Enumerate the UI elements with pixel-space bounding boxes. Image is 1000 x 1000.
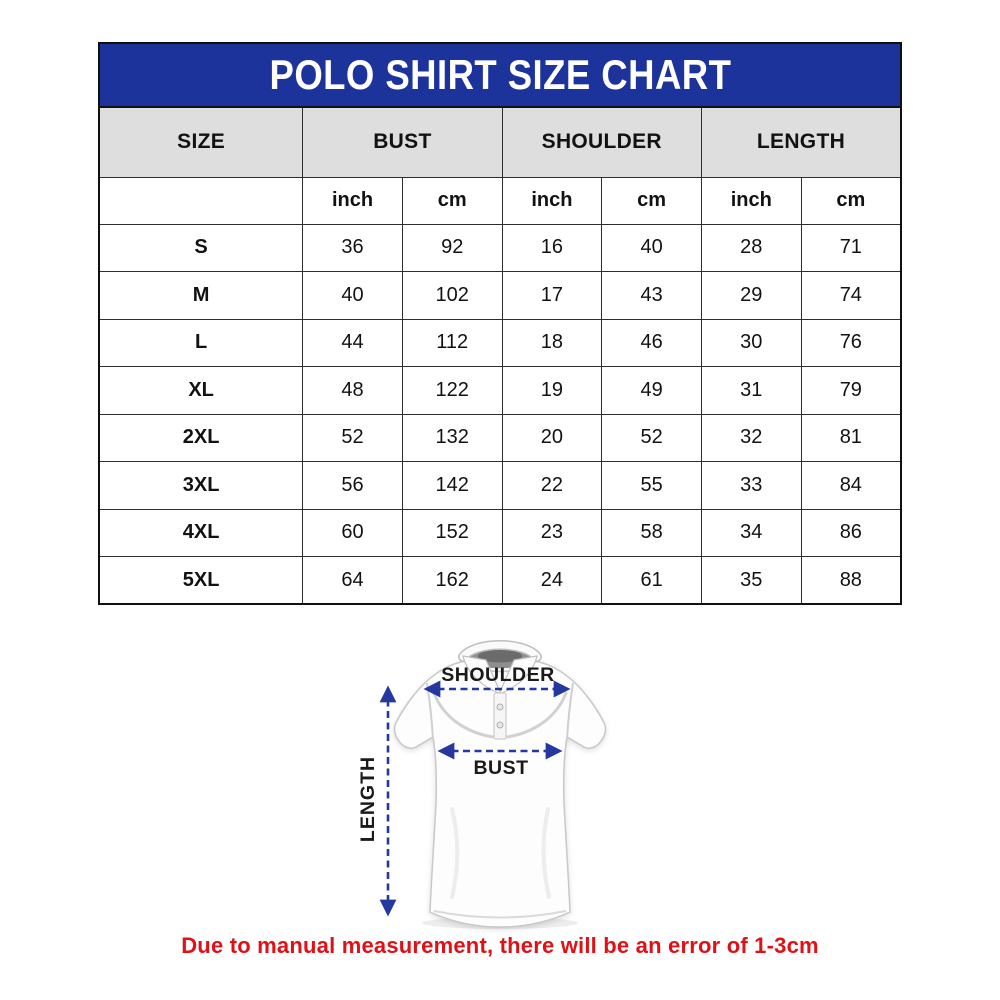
chart-title (98, 42, 902, 108)
value-cell: 32 (701, 414, 801, 462)
unit-cell: inch (502, 177, 602, 224)
value-cell: 79 (801, 367, 901, 415)
unit-cell: inch (701, 177, 801, 224)
value-cell: 74 (801, 272, 901, 320)
value-cell: 28 (701, 224, 801, 272)
unit-cell: cm (402, 177, 502, 224)
value-cell: 34 (701, 509, 801, 557)
value-cell: 112 (402, 319, 502, 367)
table-row (99, 509, 901, 557)
column-group-header-row (99, 107, 901, 177)
value-cell: 40 (303, 272, 403, 320)
column-header-bust: BUST (303, 107, 502, 177)
unit-cell: cm (801, 177, 901, 224)
value-cell: 56 (303, 462, 403, 510)
value-cell: 58 (602, 509, 702, 557)
value-cell: 132 (402, 414, 502, 462)
value-cell: 46 (602, 319, 702, 367)
size-cell: 4XL (99, 509, 303, 557)
size-cell: XL (99, 367, 303, 415)
table-row (99, 462, 901, 510)
value-cell: 92 (402, 224, 502, 272)
value-cell: 40 (602, 224, 702, 272)
size-chart (98, 42, 902, 605)
value-cell: 29 (701, 272, 801, 320)
value-cell: 24 (502, 557, 602, 605)
value-cell: 84 (801, 462, 901, 510)
column-header-shoulder: SHOULDER (502, 107, 701, 177)
value-cell: 64 (303, 557, 403, 605)
column-header-length: LENGTH (701, 107, 901, 177)
measurement-diagram (330, 628, 670, 940)
button-top (497, 704, 503, 710)
polo-shirt-illustration (330, 628, 670, 940)
unit-cell-blank (99, 177, 303, 224)
value-cell: 76 (801, 319, 901, 367)
unit-cell: inch (303, 177, 403, 224)
size-cell: M (99, 272, 303, 320)
shoulder-label: SHOULDER (441, 664, 555, 686)
size-table (98, 106, 902, 605)
table-row (99, 557, 901, 605)
measurement-note: Due to manual measurement, there will be an error of 1-3cm (181, 933, 819, 958)
value-cell: 36 (303, 224, 403, 272)
size-cell: 5XL (99, 557, 303, 605)
button-bottom (497, 722, 503, 728)
column-header-size: SIZE (99, 107, 303, 177)
value-cell: 142 (402, 462, 502, 510)
value-cell: 102 (402, 272, 502, 320)
value-cell: 17 (502, 272, 602, 320)
unit-cell: cm (602, 177, 702, 224)
table-row (99, 224, 901, 272)
value-cell: 86 (801, 509, 901, 557)
value-cell: 152 (402, 509, 502, 557)
size-cell: 2XL (99, 414, 303, 462)
value-cell: 122 (402, 367, 502, 415)
value-cell: 35 (701, 557, 801, 605)
value-cell: 22 (502, 462, 602, 510)
size-table-body (99, 224, 901, 604)
size-cell: S (99, 224, 303, 272)
table-row (99, 272, 901, 320)
table-row (99, 319, 901, 367)
size-cell: L (99, 319, 303, 367)
value-cell: 52 (303, 414, 403, 462)
value-cell: 71 (801, 224, 901, 272)
value-cell: 61 (602, 557, 702, 605)
value-cell: 81 (801, 414, 901, 462)
value-cell: 19 (502, 367, 602, 415)
value-cell: 18 (502, 319, 602, 367)
value-cell: 55 (602, 462, 702, 510)
value-cell: 20 (502, 414, 602, 462)
size-cell: 3XL (99, 462, 303, 510)
chart-title-text: POLO SHIRT SIZE CHART (269, 51, 731, 98)
value-cell: 31 (701, 367, 801, 415)
placket (494, 693, 506, 739)
bust-label: BUST (473, 757, 529, 779)
table-row (99, 367, 901, 415)
value-cell: 48 (303, 367, 403, 415)
value-cell: 16 (502, 224, 602, 272)
value-cell: 23 (502, 509, 602, 557)
value-cell: 30 (701, 319, 801, 367)
table-row (99, 414, 901, 462)
value-cell: 43 (602, 272, 702, 320)
value-cell: 60 (303, 509, 403, 557)
value-cell: 52 (602, 414, 702, 462)
value-cell: 33 (701, 462, 801, 510)
value-cell: 88 (801, 557, 901, 605)
unit-header-row (99, 177, 901, 224)
value-cell: 44 (303, 319, 403, 367)
value-cell: 49 (602, 367, 702, 415)
value-cell: 162 (402, 557, 502, 605)
length-label: LENGTH (357, 755, 379, 843)
